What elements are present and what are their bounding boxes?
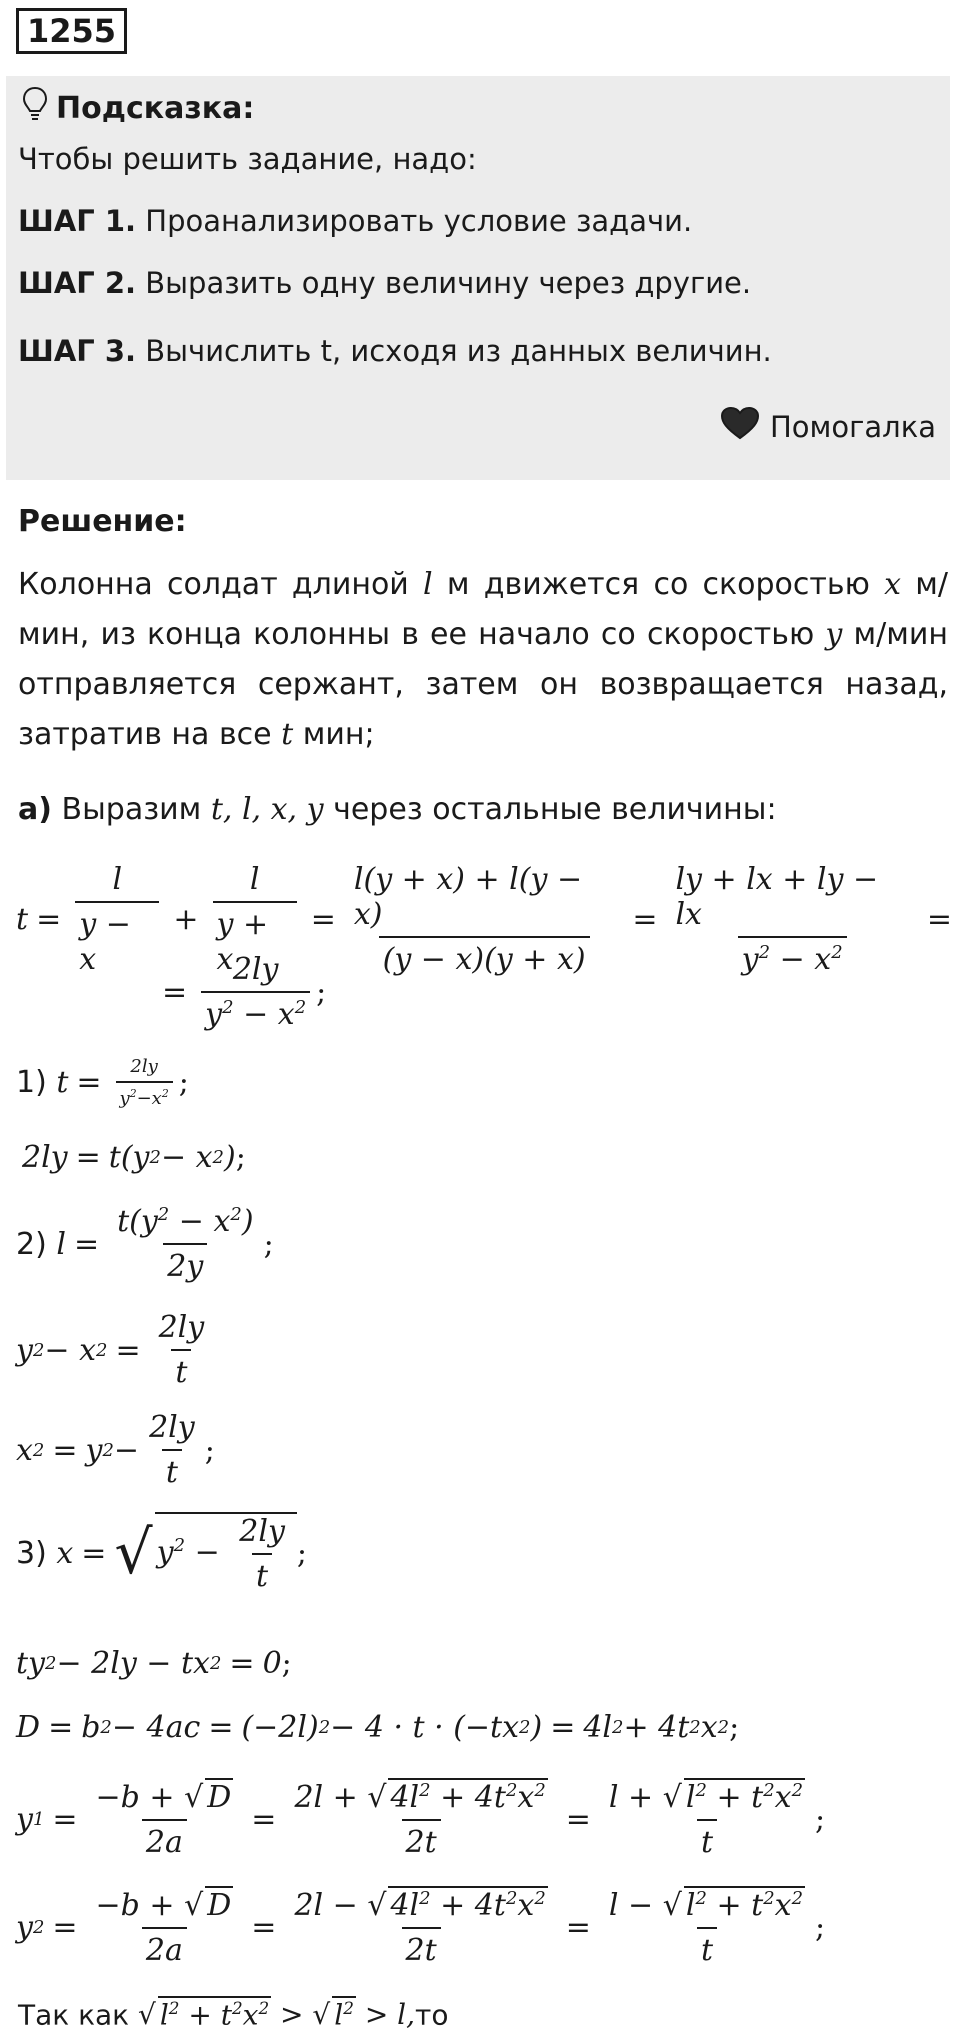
hint-step-2: ШАГ 2. Выразить одну величину через другие. (18, 266, 752, 300)
equation-1b: 2ly = t(y 2 − x 2 ) ; (22, 1140, 246, 1175)
helper-link[interactable] (720, 406, 936, 447)
equation-2b: y 2 − x 2 = $\frac{2ly}{t}$ (16, 1310, 205, 1390)
equation-2: 2) l = $\frac{t(y^2 - x^2)}{2y}$ ; (16, 1204, 274, 1284)
equation-y2: y 2 = $\frac{-b + √ D}{2a}$ = $\frac{2l - √ 4l^2 + 4t^2x^2}{2t}$ = $\frac{l - √ l^2 + t^2x^2}{t}$ ; (16, 1888, 826, 1968)
equation-3: 3) x = √ $y^2$ − $\frac{2ly}{t}$ ; (16, 1514, 308, 1594)
equation-1: 1) t = $\frac{2ly}{y^2-x^2}$ ; (16, 1056, 189, 1109)
condition-text: Колонна солдат длиной l м движется со скоростью x м/мин, из конца колонны в ее начало со скоростью y м/мин отправляется сержант, затем он возвращается назад, затратив на все t мин; (18, 567, 948, 752)
conclusion-line: Так как √ $l^2 + t^2x^2$ > √ $l^2 > l,то$ (18, 1998, 449, 2031)
equation-quadratic: ty 2 − 2ly − tx 2 = 0 ; (16, 1646, 292, 1681)
equation-y1: y 1 = $\frac{-b + √ D}{2a}$ = $\frac{2l + √ 4l^2 + 4t^2x^2}{2t}$ = $\frac{l + √ l^2 + t^2x^2}{t}$ ; (16, 1780, 826, 1860)
equation-2c: x 2 = y 2 − $\frac{2ly}{t}$ ; (16, 1410, 215, 1490)
lightbulb-icon (22, 86, 48, 130)
hint-step-3: ШАГ 3. Вычислить t, исходя из данных величин. (18, 334, 772, 368)
equation-discriminant: D = b 2 − 4ac = (−2l) 2 − 4 · t · (−tx 2 ) = 4l 2 + 4t 2 x 2 ; (16, 1710, 740, 1745)
equation-main-result: = $\frac{2ly}{y^2 - x^2}$ ; (162, 952, 327, 1032)
task-number: 1255 (16, 8, 127, 54)
solution-title: Решение: (18, 504, 187, 539)
part-a-heading: а) Выразим t, l, x, y через остальные величины: (18, 792, 777, 827)
hint-box (6, 76, 950, 480)
hint-step-1: ШАГ 1. Проанализировать условие задачи. (18, 204, 693, 238)
hint-title-text: Подсказка: (56, 90, 255, 126)
heart-icon (720, 406, 760, 447)
equation-main: t = $\frac{l}{y - x}$ + $\frac{l}{y + x}$ = $\frac{l(y + x) + l(y - x)}{(y - x)(y + x)}$ = $\frac{ly + lx + ly - lx}{y^2 - x^2}$ = (16, 862, 952, 977)
hint-title (22, 86, 254, 130)
hint-intro: Чтобы решить задание, надо: (18, 142, 477, 176)
helper-label[interactable]: Помогалка (770, 409, 936, 444)
